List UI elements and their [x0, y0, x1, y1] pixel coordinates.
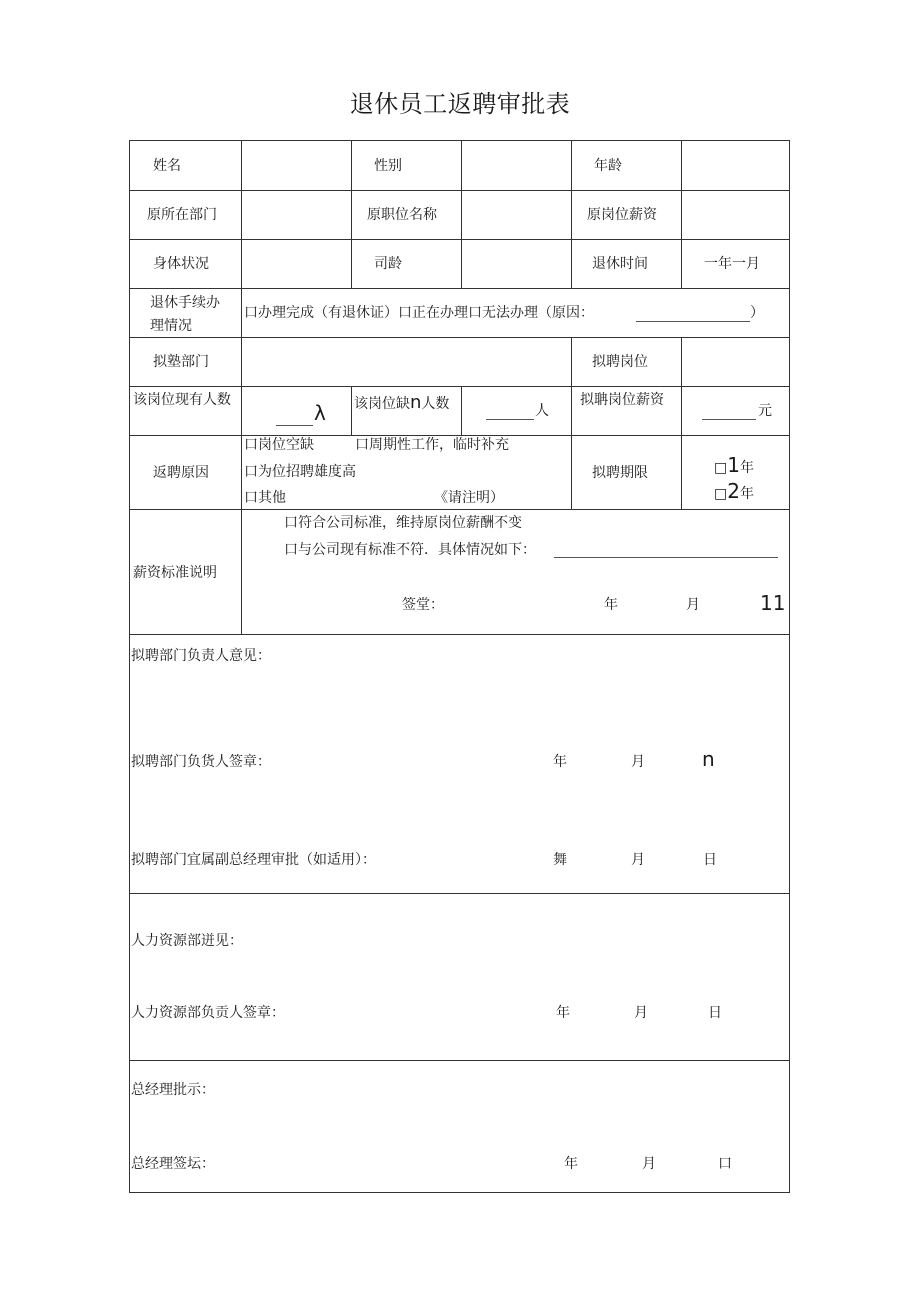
health-label: 身体状况: [153, 256, 209, 272]
reason-periodic-option: 口周期性工作，临时补充: [355, 437, 509, 453]
row-divider: [130, 893, 789, 894]
reason-hard-hire-option: 口为位招聘雄度高: [244, 464, 356, 480]
row-divider: [130, 288, 789, 289]
gm-sign-month: 月: [642, 1156, 656, 1172]
col-divider: [461, 386, 462, 435]
vacancy-label: [354, 392, 449, 414]
dept-sign-day: n: [702, 747, 715, 771]
hr-opinion-label: 人力资源部迸见：: [131, 933, 243, 949]
salary-standard-option-2: 口与公司现有标准不符．具体情况如下：: [284, 542, 536, 558]
form-title: 退休员工返聘审批表: [349, 90, 571, 118]
row-divider: [130, 634, 789, 635]
plan-dept-label: 拟塾部门: [153, 354, 209, 370]
salary-standard-label: 薪资标准说明: [133, 565, 217, 581]
hr-sign-month: 月: [634, 1005, 648, 1021]
dept-sign-month: 月: [631, 754, 645, 770]
row-divider: [130, 1060, 789, 1061]
hr-sign-year: 年: [556, 1005, 570, 1021]
col-divider: [681, 141, 682, 288]
row-divider: [130, 435, 789, 436]
current-count-value: λ: [314, 401, 326, 425]
checkbox-icon: □: [714, 460, 728, 476]
reason-close-paren: ）: [750, 305, 764, 321]
plan-salary-label: 拟聃岗位薪资: [580, 392, 664, 408]
original-dept-label: 原所在部门: [147, 207, 217, 223]
reason-other-option: 口其他: [244, 490, 286, 506]
dept-sign-year: 年: [553, 754, 567, 770]
salary-sign-month: 月: [686, 597, 700, 613]
col-divider: [351, 141, 352, 288]
term-1-year: [714, 453, 754, 477]
gm-sign-label: 总经理签坛：: [131, 1156, 215, 1172]
gm-sign-day: 口: [718, 1156, 732, 1172]
plan-post-label: 拟聘岗位: [592, 354, 648, 370]
col-divider: [681, 337, 682, 509]
reason-other-note: 《请注明）: [434, 490, 504, 506]
retire-procedure-label-1: 退休手续办: [150, 295, 220, 311]
col-divider: [571, 337, 572, 509]
checkbox-icon: □: [714, 486, 728, 502]
vp-approval-day: 日: [703, 852, 717, 868]
rehire-reason-label: 返聘原因: [153, 465, 209, 481]
term-2-year: [714, 479, 754, 503]
salary-sign-label: 签堂：: [402, 597, 444, 613]
age-label: 年龄: [594, 158, 622, 174]
gender-label: 性别: [374, 158, 402, 174]
salary-sign-year: 年: [604, 597, 618, 613]
original-position-label: 原职位名称: [367, 207, 437, 223]
term-label: 拟聘期限: [592, 465, 648, 481]
term-1-unit: 年: [739, 460, 754, 476]
dept-opinion-label: 拟聘部门负责人意见：: [131, 648, 271, 664]
salary-sign-day: 11: [760, 591, 786, 615]
row-divider: [130, 239, 789, 240]
salary-standard-option-1: 口符合公司标准，维持原岗位薪酬不变: [284, 515, 522, 531]
vacancy-suffix: 人数: [421, 396, 450, 412]
original-salary-label: 原岗位薪资: [587, 207, 657, 223]
vacancy-n: n: [410, 392, 422, 413]
retire-procedure-label-2: 理情况: [150, 318, 192, 334]
vp-approval-label: 拟聘部门宜属副总经理审批（如适用）：: [131, 852, 376, 868]
vacancy-unit: 人: [535, 403, 549, 419]
retire-procedure-options: 口办理完成（有退休证）口正在办理口无法办理（原因：: [244, 305, 594, 321]
retire-time-label: 退休时间: [592, 256, 648, 272]
vp-approval-year: 舞: [553, 852, 567, 868]
gm-instruction-label: 总经理批示：: [131, 1082, 215, 1098]
row-divider: [130, 509, 789, 510]
retire-time-value: 一年一月: [704, 256, 760, 272]
vacancy-prefix: 该岗位缺: [354, 396, 410, 412]
hr-sign-day: 日: [708, 1005, 722, 1021]
col-divider: [351, 386, 352, 435]
col-divider: [241, 141, 242, 634]
plan-salary-blank: [702, 419, 756, 420]
term-2-unit: 年: [739, 486, 754, 502]
row-divider: [130, 337, 789, 338]
seniority-label: 司龄: [374, 256, 402, 272]
hr-sign-label: 人力资源部负贡人签章：: [131, 1005, 285, 1021]
current-count-blank: [276, 425, 313, 426]
col-divider: [571, 141, 572, 288]
reason-blank: [636, 321, 750, 322]
name-label: 姓名: [153, 158, 181, 174]
gm-sign-year: 年: [564, 1156, 578, 1172]
salary-detail-blank: [554, 557, 778, 558]
row-divider: [130, 386, 789, 387]
vacancy-blank: [486, 419, 534, 420]
current-count-label: 该岗位现有人数: [133, 392, 231, 408]
yuan-unit: 元: [758, 403, 772, 419]
row-divider: [130, 190, 789, 191]
vp-approval-month: 月: [631, 852, 645, 868]
term-1-number: 1: [727, 453, 740, 477]
reason-vacancy-option: 口岗位空缺: [244, 437, 314, 453]
dept-sign-label: 拟聘部门负货人签章：: [131, 754, 271, 770]
approval-form: [129, 140, 790, 1193]
col-divider: [461, 141, 462, 288]
term-2-number: 2: [727, 479, 740, 503]
